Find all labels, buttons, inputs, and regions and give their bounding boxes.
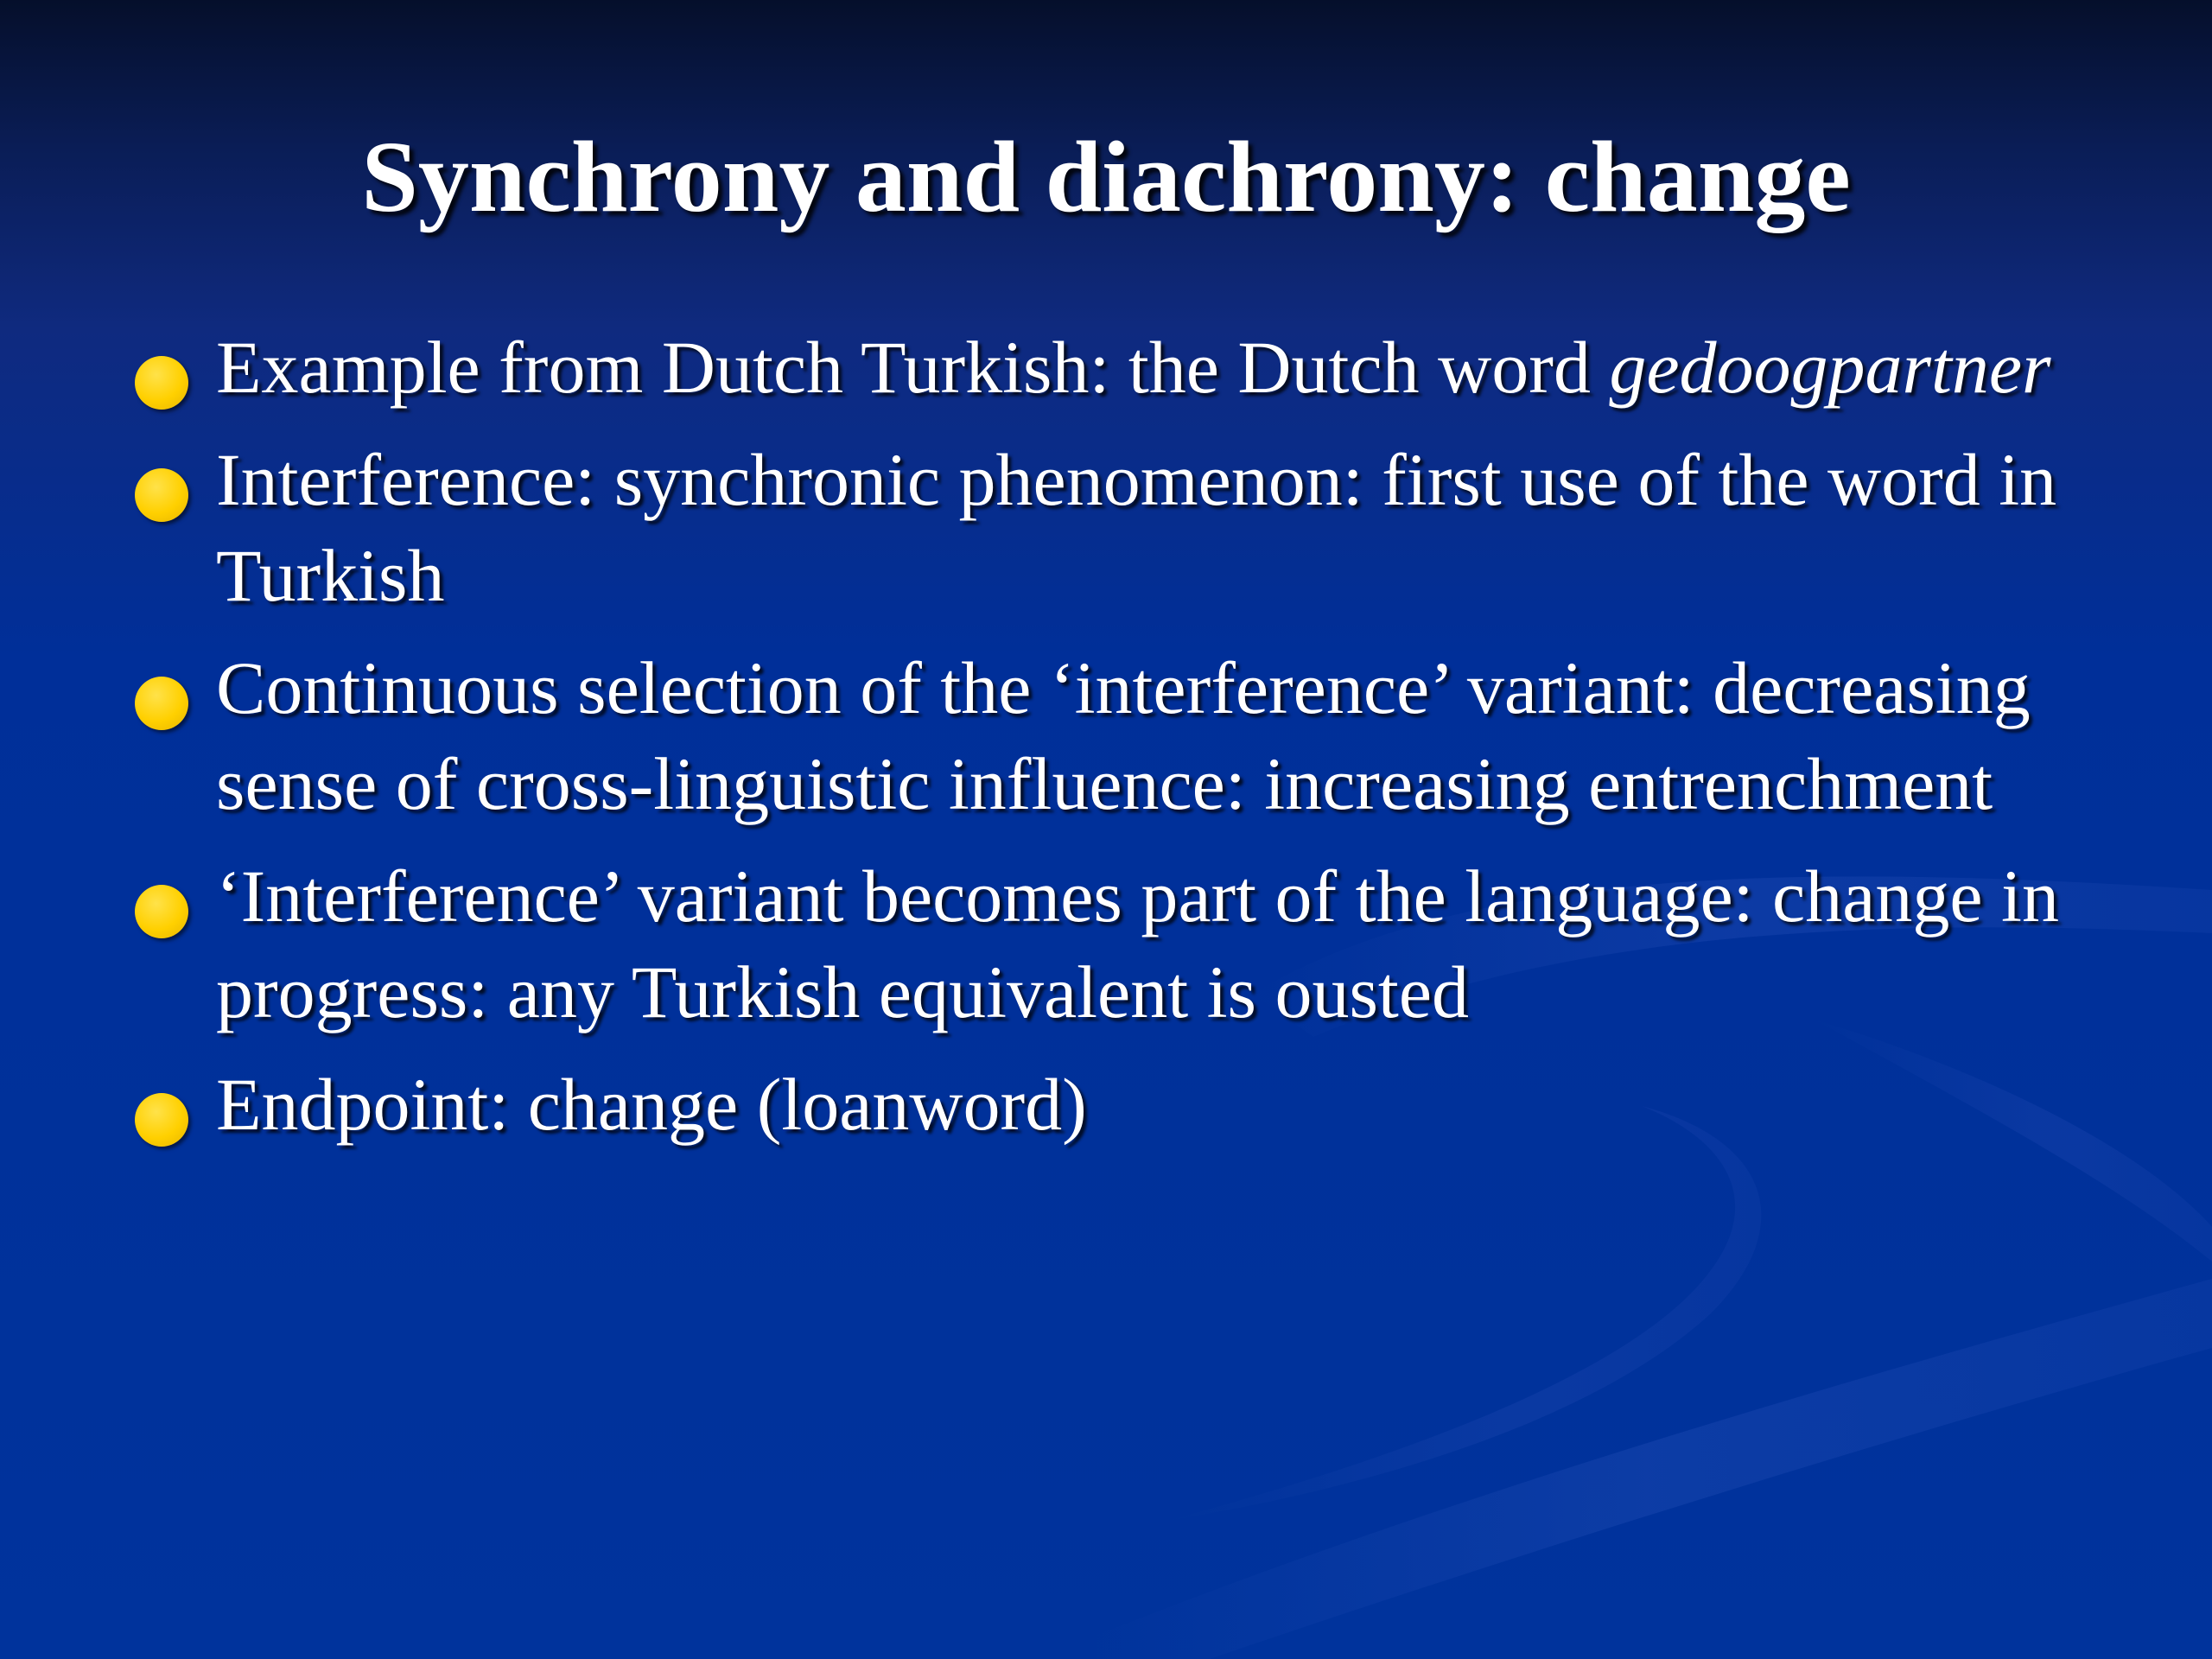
bullet-text: Interference: synchronic phenomenon: first use of the word in Turkish <box>216 438 2057 617</box>
bullet-text: Endpoint: change (loanword) <box>216 1063 1087 1146</box>
slide-title: Synchrony and diachrony: change <box>361 120 1851 233</box>
yellow-circle-bullet-icon <box>135 356 188 410</box>
bullet-item <box>130 432 2117 624</box>
bullet-text-plain: Example from Dutch Turkish: the Dutch word <box>216 326 1610 409</box>
bullet-text <box>216 326 2051 409</box>
yellow-circle-bullet-icon <box>135 677 188 730</box>
bullet-list <box>130 320 2117 1169</box>
yellow-circle-bullet-icon <box>135 468 188 522</box>
bullet-text: ‘Interference’ variant becomes part of the language: change in progress: any Turkish equivalent is ousted <box>216 855 2059 1033</box>
bullet-item <box>130 849 2117 1040</box>
bullet-text: Continuous selection of the ‘interference’ variant: decreasing sense of cross-linguistic influence: increasing entrenchment <box>216 646 2031 825</box>
bullet-item <box>130 640 2117 832</box>
bullet-item <box>130 1057 2117 1153</box>
bullet-text-emphasis: gedoogpartner <box>1609 326 2051 409</box>
bullet-item <box>130 320 2117 416</box>
yellow-circle-bullet-icon <box>135 1093 188 1147</box>
yellow-circle-bullet-icon <box>135 885 188 938</box>
